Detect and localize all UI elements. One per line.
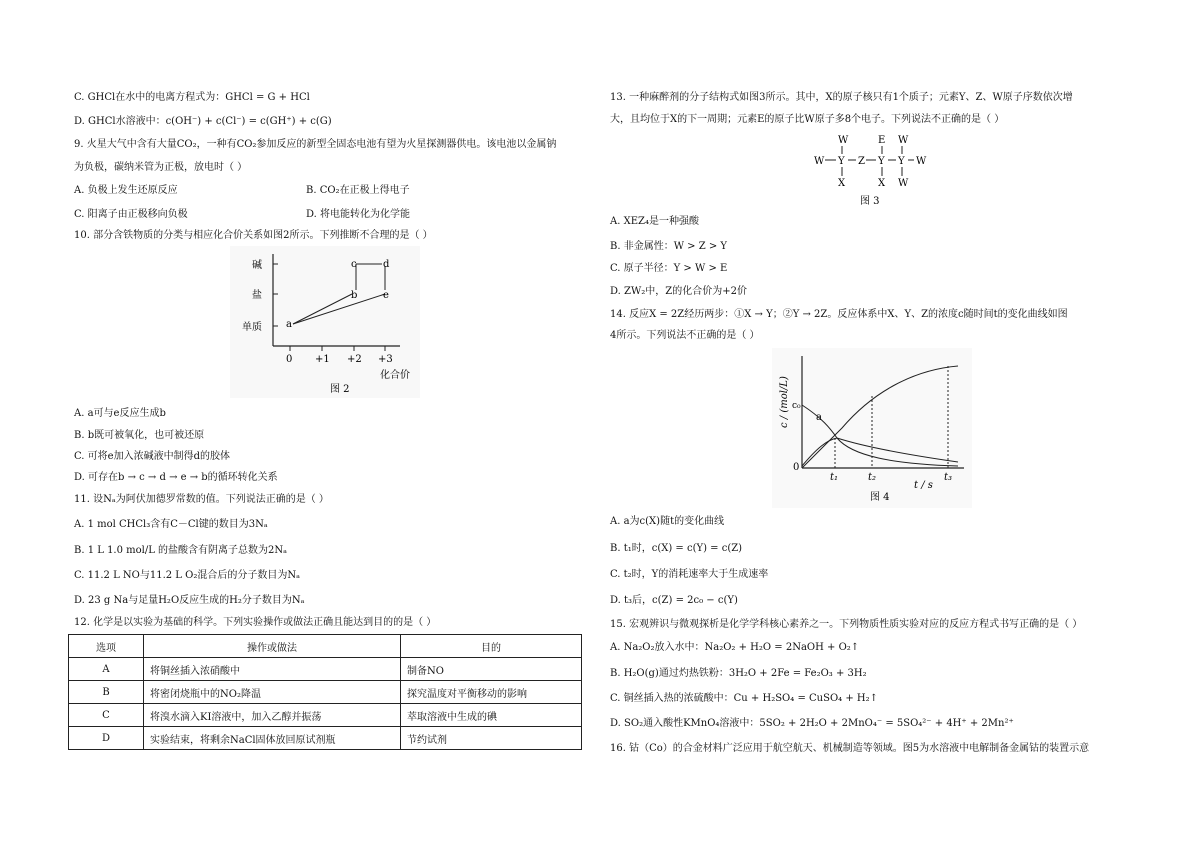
q10-option-c: C. 可将e加入浓碱液中制得d的胶体 [74, 451, 230, 462]
atom: W [814, 156, 825, 167]
curve-a-label: a [816, 412, 822, 423]
table-header-row [69, 635, 582, 658]
q15-option-b: B. H₂O(g)通过灼热铁粉：3H₂O + 2Fe = Fe₂O₃ + 3H₂ [610, 668, 867, 679]
figure-2-caption: 图 2 [330, 384, 350, 395]
atom: X [838, 178, 846, 189]
q15-option-a: A. Na₂O₂放入水中：Na₂O₂ + H₂O = 2NaOH + O₂↑ [610, 642, 860, 653]
point-e: e [383, 290, 389, 301]
q10-option-a: A. a可与e反应生成b [74, 408, 166, 419]
table-cell: 节约试剂 [401, 727, 582, 750]
y-axis-label: c / (mol/L) [779, 376, 790, 428]
y-label-base: 碱 [252, 260, 262, 271]
q14-stem-line2: 4所示。下列说法不正确的是（ ） [610, 330, 760, 341]
table-header: 选项 [69, 635, 144, 658]
figure-4-concentration-time-curves [772, 348, 972, 508]
table-cell: 将密闭烧瓶中的NO₂降温 [144, 681, 401, 704]
q12-stem: 12. 化学是以实验为基础的科学。下列实验操作或做法正确且能达到目的的是（ ） [74, 617, 437, 628]
q11-option-b: B. 1 L 1.0 mol/L 的盐酸含有阴离子总数为2Nₐ [74, 545, 288, 556]
q12-experiment-table [68, 634, 582, 750]
q11-option-a: A. 1 mol CHCl₃含有C－Cl键的数目为3Nₐ [74, 519, 268, 530]
tick-t2: t₂ [868, 472, 877, 483]
point-d: d [383, 259, 390, 270]
atom: W [838, 135, 849, 146]
q8-option-d: D. GHCl水溶液中：c(OH⁻) + c(Cl⁻) = c(GH⁺) + c(G) [74, 116, 332, 127]
q11-stem: 11. 设Nₐ为阿伏加德罗常数的值。下列说法正确的是（ ） [74, 494, 329, 505]
atom: W [898, 178, 909, 189]
table-row [69, 658, 582, 681]
tick-t1: t₁ [830, 472, 839, 483]
y-label-salt: 盐 [252, 290, 262, 301]
x-tick-3: +3 [378, 354, 393, 365]
q11-option-c: C. 11.2 L NO与11.2 L O₂混合后的分子数目为Nₐ [74, 570, 300, 581]
table-cell: C [69, 704, 144, 727]
table-header: 操作或做法 [144, 635, 401, 658]
q16-stem: 16. 钴（Co）的合金材料广泛应用于航空航天、机械制造等领域。图5为水溶液中电解制备金属钴的装置示意 [610, 743, 1090, 754]
q15-option-d: D. SO₂通入酸性KMnO₄溶液中：5SO₂ + 2H₂O + 2MnO₄⁻ = 5SO₄²⁻ + 4H⁺ + 2Mn²⁺ [610, 718, 1014, 729]
q11-option-d: D. 23 g Na与足量H₂O反应生成的H₂分子数目为Nₐ [74, 595, 305, 606]
q14-option-d: D. t₃后，c(Z) = 2c₀ − c(Y) [610, 595, 738, 606]
x-axis-label: t / s [914, 480, 933, 491]
atom: Y [838, 156, 845, 167]
q13-stem-line2: 大，且均位于X的下一周期；元素E的原子比W原子多8个电子。下列说法不正确的是（ ） [610, 114, 1005, 125]
q10-stem: 10. 部分含铁物质的分类与相应化合价关系如图2所示。下列推断不合理的是（ ） [74, 230, 433, 241]
c0-label: c₀ [792, 401, 801, 411]
table-cell: D [69, 727, 144, 750]
atom: X [878, 178, 886, 189]
q10-option-b: B. b既可被氧化，也可被还原 [74, 430, 205, 441]
figure-3-caption: 图 3 [860, 196, 880, 207]
table-cell: 萃取溶液中生成的碘 [401, 704, 582, 727]
table-cell: 将溴水滴入KI溶液中，加入乙醇并振荡 [144, 704, 401, 727]
q13-option-c: C. 原子半径：Y > W > E [610, 263, 728, 274]
q8-option-c: C. GHCl在水中的电离方程式为：GHCl = G + HCl [74, 92, 310, 103]
q13-option-b: B. 非金属性：W > Z > Y [610, 241, 728, 252]
q14-option-a: A. a为c(X)随t的变化曲线 [610, 516, 725, 527]
point-c: c [351, 259, 357, 270]
q9-stem-line2: 为负极，碳纳米管为正极，放电时（ ） [74, 162, 248, 173]
x-tick-0: 0 [286, 354, 293, 365]
figure-4-caption: 图 4 [870, 492, 890, 503]
table-cell: B [69, 681, 144, 704]
point-b: b [351, 290, 358, 301]
table-cell: 制备NO [401, 658, 582, 681]
q9-option-b: B. CO₂在正极上得电子 [306, 185, 410, 196]
table-cell: 探究温度对平衡移动的影响 [401, 681, 582, 704]
q9-stem-line1: 9. 火星大气中含有大量CO₂，一种有CO₂参加反应的新型全固态电池有望为火星探测器供电。该电池以金属钠 [74, 139, 557, 150]
table-header: 目的 [401, 635, 582, 658]
q15-option-c: C. 铜丝插入热的浓硫酸中：Cu + H₂SO₄ = CuSO₄ + H₂↑ [610, 693, 878, 704]
q15-stem: 15. 宏观辨识与微观探析是化学学科核心素养之一。下列物质性质实验对应的反应方程式书写正确的是（ ） [610, 619, 1083, 630]
atom: W [898, 135, 909, 146]
atom: W [916, 156, 927, 167]
x-tick-2: +2 [347, 354, 362, 365]
origin-label: 0 [793, 462, 800, 473]
q14-option-b: B. t₁时，c(X) = c(Y) = c(Z) [610, 543, 743, 554]
x-axis-label: 化合价 [380, 370, 410, 381]
table-row [69, 704, 582, 727]
atom: Z [858, 156, 865, 167]
q9-option-c: C. 阳离子由正极移向负极 [74, 209, 188, 220]
x-tick-1: +1 [315, 354, 330, 365]
table-cell: 将铜丝插入浓硝酸中 [144, 658, 401, 681]
table-cell: A [69, 658, 144, 681]
atom: E [878, 135, 886, 146]
q14-stem-line1: 14. 反应X = 2Z经历两步：①X → Y；②Y → 2Z。反应体系中X、Y、Z的浓度c随时间t的变化曲线如图 [610, 309, 1068, 320]
q10-option-d: D. 可存在b → c → d → e → b的循环转化关系 [74, 472, 278, 483]
q9-option-d: D. 将电能转化为化学能 [306, 209, 411, 220]
atom: Y [898, 156, 905, 167]
table-row [69, 727, 582, 750]
figure-2-iron-valence-diagram [230, 246, 420, 398]
q14-option-c: C. t₂时，Y的消耗速率大于生成速率 [610, 569, 769, 580]
atom: Y [878, 156, 885, 167]
q13-option-d: D. ZW₂中，Z的化合价为+2价 [610, 286, 747, 297]
point-a: a [286, 319, 292, 330]
table-cell: 实验结束，将剩余NaCl固体放回原试剂瓶 [144, 727, 401, 750]
y-label-element: 单质 [242, 322, 262, 333]
figure-3-molecular-structure [808, 130, 938, 210]
q13-stem-line1: 13. 一种麻醉剂的分子结构式如图3所示。其中，X的原子核只有1个质子；元素Y、Z、W原子序数依次增 [610, 92, 1073, 103]
q13-option-a: A. XEZ₄是一种强酸 [610, 216, 699, 227]
q9-option-a: A. 负极上发生还原反应 [74, 185, 178, 196]
tick-t3: t₃ [944, 472, 953, 483]
table-row [69, 681, 582, 704]
